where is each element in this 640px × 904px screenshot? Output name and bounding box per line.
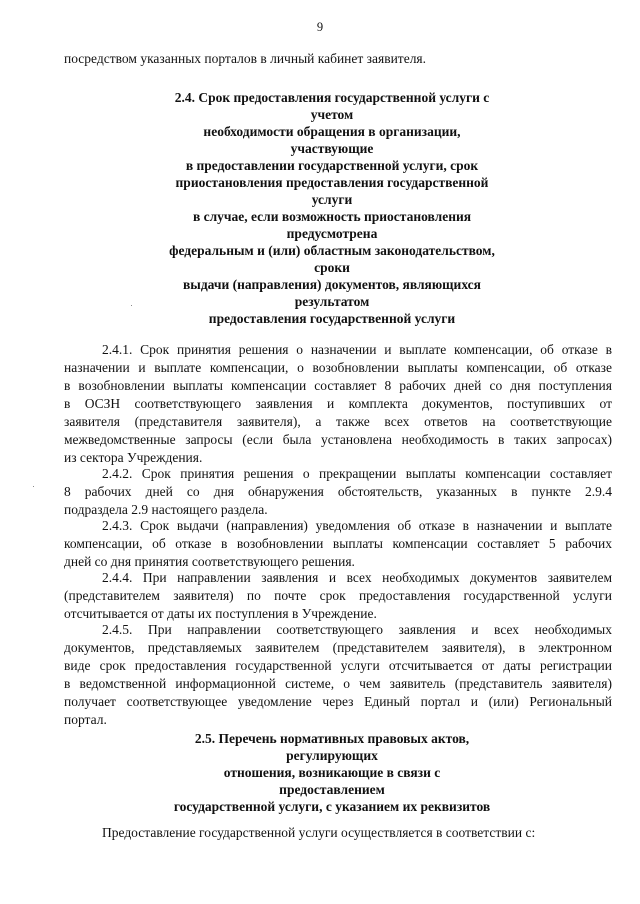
paragraph-2-4-5-line: портал. xyxy=(64,712,107,727)
page-number: 9 xyxy=(316,20,324,34)
heading-line: предоставлением xyxy=(279,782,385,797)
heading-line: в случае, если возможность приостановления xyxy=(192,209,472,224)
paragraph-2-4-2-line: 8 рабочих дней со дня обнаружения обстоятельств, указанных в пункте 2.9.4 xyxy=(64,484,612,499)
heading-line: отношения, возникающие в связи с xyxy=(223,765,441,780)
paragraph-2-4-1-line: в возобновлении выплаты компенсации составляет 8 рабочих дней со дня поступления xyxy=(64,378,612,393)
heading-line: сроки xyxy=(314,260,350,275)
paragraph-2-4-3-line: компенсации, об отказе в возобновлении выплаты компенсации составляет 5 рабочих xyxy=(64,536,612,551)
paragraph-2-4-3-line: 2.4.3. Срок выдачи (направления) уведомления об отказе в назначении и выплате xyxy=(102,518,612,533)
paragraph-2-4-4-line: отсчитывается от даты их поступления в Учреждение. xyxy=(64,606,377,621)
paragraph-2-4-1-line: в ОСЗН соответствующего заявления и комплекта документов, поступивших от xyxy=(64,396,612,411)
paragraph-2-4-1-line: назначении и выплате компенсации, о возобновлении выплаты компенсации, об отказе xyxy=(64,360,612,375)
paragraph-2-5-intro: Предоставление государственной услуги осуществляется в соответствии с: xyxy=(102,825,536,840)
paragraph-2-4-5-line: документов, представляемых заявителем (представителем заявителя), в электронном xyxy=(64,640,612,655)
paragraph-2-4-5-line: получает соответствующее уведомление через Единый портал и (или) Региональный xyxy=(64,694,612,709)
heading-line: предоставления государственной услуги xyxy=(208,311,456,326)
paragraph-2-4-4-line: 2.4.4. При направлении заявления и всех необходимых документов заявителем xyxy=(102,570,612,585)
heading-line: участвующие xyxy=(290,141,374,156)
intro-line: посредством указанных порталов в личный кабинет заявителя. xyxy=(64,51,427,66)
section-2-4-heading xyxy=(120,89,544,327)
heading-line: государственной услуги, с указанием их реквизитов xyxy=(173,799,491,814)
heading-line: 2.5. Перечень нормативных правовых актов, xyxy=(194,731,470,746)
paragraph-2-4-5-line: виде срок предоставления государственной услуги отсчитывается от даты регистрации xyxy=(64,658,612,673)
paragraph-2-4-1-line: 2.4.1. Срок принятия решения о назначении и выплате компенсации, об отказе в xyxy=(102,342,612,357)
paragraph-2-4-1-line: заявителя (представителя заявителя), а также всех ответов на соответствующие xyxy=(64,414,612,429)
paragraph-2-4-1-line: межведомственные запросы (если была установлена необходимость в таких запросах) xyxy=(64,432,612,447)
heading-line: в предоставлении государственной услуги, срок xyxy=(185,158,479,173)
paragraph-2-4-1-line: из сектора Учреждения. xyxy=(64,450,203,465)
heading-line: федеральным и (или) областным законодательством, xyxy=(169,243,495,258)
heading-line: предусмотрена xyxy=(286,226,378,241)
paragraph-2-4-2-line: 2.4.2. Срок принятия решения о прекращении выплаты компенсации составляет xyxy=(102,466,612,481)
scan-speck xyxy=(33,486,34,487)
paragraph-2-4-2-line: подраздела 2.9 настоящего раздела. xyxy=(64,502,268,517)
heading-line: услуги xyxy=(311,192,353,207)
paragraph-2-4-4-line: (представителем заявителя) по почте срок предоставления государственной услуги xyxy=(64,588,612,603)
section-2-5-heading xyxy=(120,730,544,815)
paragraph-2-4-3-line: дней со дня принятия соответствующего решения. xyxy=(64,554,355,569)
paragraph-2-4-5-line: в ведомственной информационной системе, о чем заявитель (представитель заявителя) xyxy=(64,676,612,691)
heading-line: учетом xyxy=(310,107,354,122)
heading-line: результатом xyxy=(294,294,370,309)
heading-line: регулирующих xyxy=(286,748,378,763)
paragraph-2-4-5-line: 2.4.5. При направлении соответствующего заявления и всех необходимых xyxy=(102,622,612,637)
scan-speck xyxy=(131,305,132,306)
heading-line: приостановления предоставления государственной xyxy=(175,175,489,190)
heading-line: необходимости обращения в организации, xyxy=(203,124,461,139)
heading-line: 2.4. Срок предоставления государственной услуги с xyxy=(174,90,490,105)
heading-line: выдачи (направления) документов, являющихся xyxy=(183,277,481,292)
